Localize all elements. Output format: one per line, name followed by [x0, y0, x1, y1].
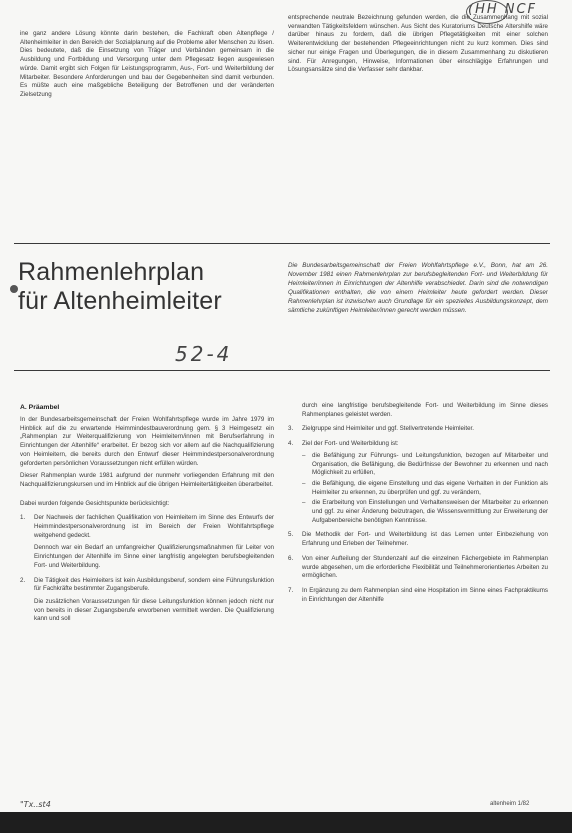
list-item-text: Die Tätigkeit des Heimleiters ist kein Ausbildungsberuf, sondern eine Führungsfunktion für Fachkräfte bestimmter Zugangsberufe. [34, 576, 274, 593]
intro-text: Die Bundesarbeitsgemeinschaft der Freien Wohlfahrtspflege e.V., Bonn, hat am 26. November 1981 einen Rahmenlehrplan zur berufsbegleitenden Fort- und Weiterbildung für Heimleiter/innen in Einrichtungen der Altenhilfe verabschiedet. Darin sind die notwendigen Qualifikationen enthalten, die von einem Heimleiter heute gefordert werden. Dieser Rahmenlehrplan ist inzwischen auch Grundlage für ein spezielles Ausbildungskonzept, dem sämtliche zukünftigen Heimleiter/innen gerecht werden müssen. [288, 262, 548, 314]
sub-list-item [302, 499, 548, 525]
list-item-text: Der Nachweis der fachlichen Qualifikation von Heimleitern im Sinne des Entwurfs der Heimmindestpersonalverordnung ist im Bereich der Freien Wohlfahrtspflege weitgehend gedeckt. [34, 514, 274, 539]
right-column [288, 402, 548, 802]
list-item [288, 440, 548, 525]
sub-list-item [302, 452, 548, 478]
sub-list-text: die Erarbeitung von Einstellungen und Verhaltensweisen der Mitarbeiter zu erkennen und ggf. zu einer Änderung beizutragen, die Wissensvermittlung zur Erweiterung der Aufgabenbereiche benötigten Kenntnisse. [312, 499, 548, 524]
sub-list-text: die Befähigung zur Führungs- und Leitungsfunktion, bezogen auf Mitarbeiter und Organisation, die Befähigung, die Bedürfnisse der Bewohner zu erkennen und nach Möglichkeit zu erfüllen, [312, 451, 548, 477]
list-item-number: 6. [288, 554, 294, 562]
list-item [20, 514, 274, 570]
list-item-number: 1. [20, 514, 26, 522]
dash-bullet: – [302, 479, 306, 487]
list-item-text-2: Dennoch war ein Bedarf an umfangreicher Qualifizierungsmaßnahmen für Leiter von Einrichtungen der Altenhilfe im Sinne einer langfristig angelegten berufsbegleitenden Fort- und Weiterbildung. [34, 544, 274, 569]
preamble-paragraph-3: Dabei wurden folgende Gesichtspunkte berücksichtigt: [20, 499, 170, 507]
top-left-column: ine ganz andere Lösung könnte darin bestehen, die Fachkraft oben Altenpflege / Altenheimleiter in den Bereich der Sozialplanung auf die Probleme aller Menschen zu lösen. Dies bedeutete, daß die Einsetzung von Träger und Verbänden gemeinsam in die Ausbildung und Fortbildung und Versorgung unter dem Pflegesatz liegen ausgewiesen würde. Damit ergibt sich Folgen für Leistungsprogramm, Aus-, Fort- und Weiterbildung der Mitarbeiter. Besondere Anforderungen und bau der Gegebenheiten sind damit verbunden. Es müßte auch eine maßgebliche Beteiligung der Betroffenen und der veränderten Zielsetzung [20, 30, 274, 98]
rule-middle [14, 370, 550, 371]
handwritten-note-top: (HH NCF [468, 2, 538, 17]
rule-top [14, 243, 550, 244]
dash-bullet: – [302, 451, 306, 459]
list-item-number: 7. [288, 586, 294, 594]
page-title-line1: Rahmenlehrplan [18, 258, 205, 286]
section-heading: A. Präambel [20, 404, 60, 411]
list-item [288, 587, 548, 604]
list-item [288, 555, 548, 581]
preamble-paragraph-1: In der Bundesarbeitsgemeinschaft der Freien Wohlfahrtspflege wurde im Jahre 1979 im Hinblick auf die zu erwartende Heimmindestbauverordnung gem. § 3 Heimgesetz ein „Rahmenplan zur Weiterqualifizierung von Heimleitern/innen mit Berufserfahrung in Einrichtungen der Altenhilfe“ erarbeitet. Er bezog sich vor allem auf die Nachqualifizierung von Heimleitern, die bereits durch den Entwurf dieser Heimmindestpersonalverordnung geforderten persönlichen Voraussetzungen nicht erfüllen würden. [20, 416, 274, 467]
list-item [20, 577, 274, 625]
list-item-number: 3. [288, 425, 294, 433]
handwritten-number: 52-4 [175, 342, 233, 366]
dash-bullet: – [302, 499, 306, 507]
list-item-text: Die Methodik der Fort- und Weiterbildung ist das Lernen unter Einbeziehung von Erfahrung und Erleben der Teilnehmer. [302, 531, 548, 548]
page-title-line2: für Altenheimleiter [18, 287, 222, 315]
left-column [20, 416, 274, 808]
sub-list-text: die Befähigung, die eigene Einstellung und das eigene Verhalten in der Funktion als Heimleiter zu erkennen, zu überprüfen und ggf. zu verändern, [312, 479, 548, 496]
list-item-number: 4. [288, 440, 294, 448]
page-title [18, 258, 278, 316]
footer-page-label: altenheim 1/82 [490, 801, 530, 807]
list-item-number: 2. [20, 576, 26, 584]
list-item [288, 531, 548, 548]
list-item [288, 425, 548, 434]
footer-handwriting: "Tx..st4 [20, 800, 51, 809]
list-item-text-2: Die zusätzlichen Voraussetzungen für diese Leitungsfunktion können jedoch nicht nur von bereits in dieser Zugangsberufe erworbenen vermittelt werden. Die Qualifizierung kann und soll [34, 597, 274, 623]
list-item-number: 5. [288, 531, 294, 539]
continued-text: durch eine langfristige berufsbegleitende Fort- und Weiterbildung im Sinne dieses Rahmenplanes geleistet werden. [302, 402, 548, 418]
list-item-text: Ziel der Fort- und Weiterbildung ist: [302, 440, 399, 448]
punch-hole-mark [10, 285, 18, 293]
scan-bottom-edge [0, 812, 572, 833]
sub-list-item [302, 480, 548, 497]
top-right-column: entsprechende neutrale Bezeichnung gefunden werden, die die Zusammenhang mit sozial verwandten Tätigkeitsfeldern wünschen. Aus Sicht des Kuratoriums Deutsche Altershilfe wäre darüber hinaus zu fordern, daß die übrigen Pflegetätigkeiten mit einer solchen Weiterentwicklung der bestehenden Pflegeeinrichtungen nicht zu kurz kommen. Dies sind sicher nur einige Fragen und Überlegungen, die in diesem Zusammenhang zu diskutieren sind. Für Anregungen, Hinweise, Informationen über einschlägige Erfahrungen und Lösungsansätze sind die Verfasser sehr dankbar. [288, 14, 548, 74]
list-item-text: Von einer Aufteilung der Stundenzahl auf die einzelnen Fächergebiete im Rahmenplan wurde abgesehen, um die erforderliche Flexibilität und Teilnehmerorientiertes Arbeiten zu ermöglichen. [302, 554, 548, 580]
list-item-text: Zielgruppe sind Heimleiter und ggf. Stellvertretende Heimleiter. [302, 425, 474, 433]
preamble-paragraph-2: Dieser Rahmenplan wurde 1981 aufgrund der nunmehr vorliegenden Erfahrung mit den Nachqualifizierungskursen und im Hinblick auf die übrigen Heimleitertätigkeiten überarbeitet. [20, 472, 274, 488]
list-item-text: In Ergänzung zu dem Rahmenplan sind eine Hospitation im Sinne eines Fachpraktikums in Einrichtungen der Altenhilfe [302, 586, 548, 603]
